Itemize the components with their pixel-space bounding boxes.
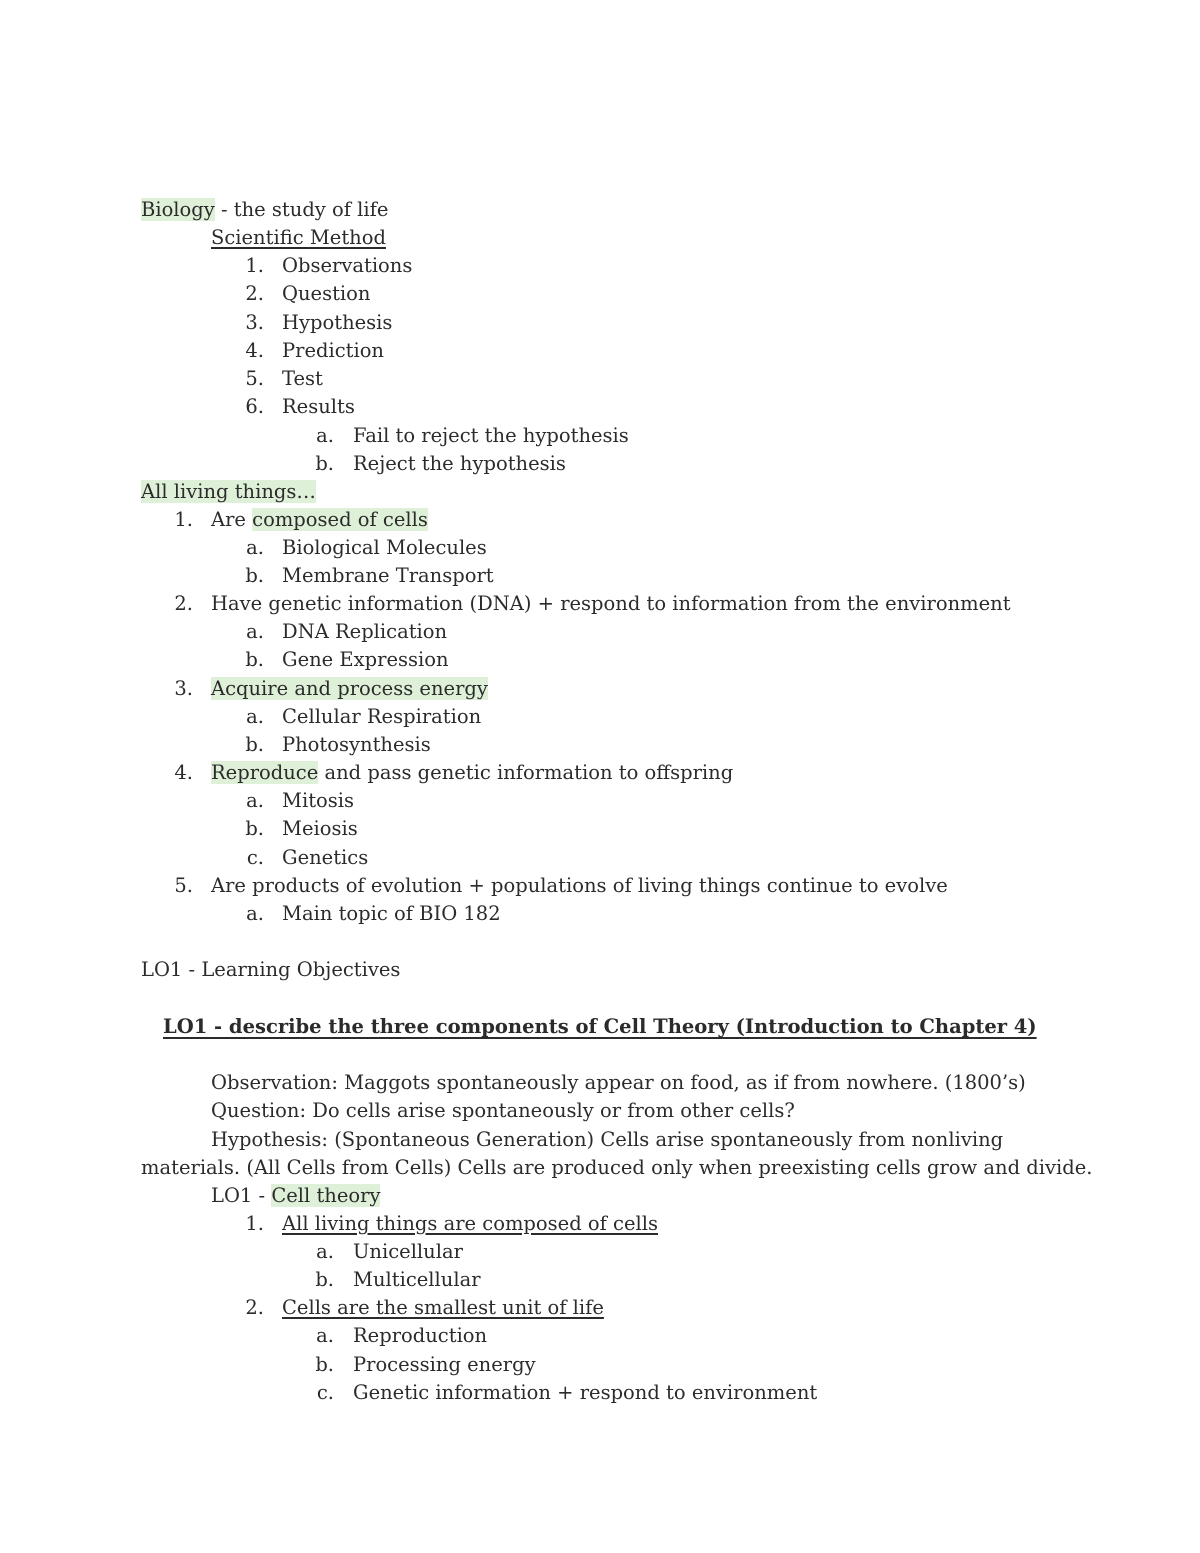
list-item: Membrane Transport [282, 564, 494, 587]
list-item: Observations [282, 254, 413, 277]
item-highlight: Reproduce [211, 761, 319, 784]
list-marker: b. [245, 733, 264, 756]
list-item: Unicellular [353, 1240, 463, 1263]
cell-theory-heading [211, 1182, 380, 1210]
biology-definition-line [141, 196, 388, 224]
list-item: Genetics [282, 846, 369, 869]
list-item: Cellular Respiration [282, 705, 482, 728]
hypothesis-line-continued: materials. (All Cells from Cells) Cells are produced only when preexisting cells grow and divide. [141, 1156, 1093, 1179]
observation-line: Observation: Maggots spontaneously appear on food, as if from nowhere. (1800’s) [211, 1071, 1026, 1094]
list-marker: 3. [174, 677, 193, 700]
list-marker: 1. [174, 508, 193, 531]
question-line: Question: Do cells arise spontaneously or from other cells? [211, 1099, 795, 1122]
list-item: Reproduction [353, 1324, 488, 1347]
list-item: Hypothesis [282, 311, 393, 334]
list-item: Gene Expression [282, 648, 449, 671]
scientific-method-heading: Scientific Method [211, 226, 386, 249]
list-item: Multicellular [353, 1268, 481, 1291]
lo-line: LO1 - Learning Objectives [141, 958, 401, 981]
list-item: Meiosis [282, 817, 358, 840]
list-marker: 1. [245, 1212, 264, 1235]
list-item: Prediction [282, 339, 384, 362]
list-item: Are products of evolution + populations of living things continue to evolve [211, 874, 948, 897]
biology-term: Biology [141, 198, 215, 221]
list-marker: a. [246, 902, 264, 925]
list-marker: a. [316, 1240, 334, 1263]
list-marker: b. [315, 1268, 334, 1291]
list-marker: 5. [174, 874, 193, 897]
list-marker: 3. [245, 311, 264, 334]
list-marker: 6. [245, 395, 264, 418]
list-item: Mitosis [282, 789, 355, 812]
list-item [211, 506, 428, 534]
list-item [211, 759, 733, 787]
list-marker: a. [316, 1324, 334, 1347]
list-marker: 4. [174, 761, 193, 784]
list-item [211, 675, 488, 703]
list-marker: a. [246, 789, 264, 812]
list-item: Have genetic information (DNA) + respond to information from the environment [211, 592, 1011, 615]
list-marker: 4. [245, 339, 264, 362]
list-marker: a. [316, 424, 334, 447]
hypothesis-line: Hypothesis: (Spontaneous Generation) Cells arise spontaneously from nonliving [211, 1128, 1004, 1151]
list-item: Test [282, 367, 323, 390]
list-item: Results [282, 395, 355, 418]
list-marker: 5. [245, 367, 264, 390]
list-marker: 2. [245, 282, 264, 305]
list-marker: b. [315, 1353, 334, 1376]
list-marker: 2. [174, 592, 193, 615]
list-marker: a. [246, 705, 264, 728]
living-things-heading-text: All living things… [141, 480, 316, 503]
item-text: and pass genetic information to offspring [318, 761, 734, 784]
list-item: Genetic information + respond to environment [353, 1381, 818, 1404]
item-text: Are [211, 508, 253, 531]
list-item: All living things are composed of cells [282, 1212, 658, 1235]
list-item: Fail to reject the hypothesis [353, 424, 629, 447]
list-marker: a. [246, 536, 264, 559]
list-item: DNA Replication [282, 620, 448, 643]
biology-definition: - the study of life [214, 198, 389, 221]
cell-theory-highlight: Cell theory [271, 1184, 381, 1207]
list-item: Biological Molecules [282, 536, 487, 559]
list-marker: b. [315, 452, 334, 475]
list-marker: a. [246, 620, 264, 643]
list-item: Question [282, 282, 371, 305]
list-item: Cells are the smallest unit of life [282, 1296, 604, 1319]
lo1-heading: LO1 - describe the three components of Cell Theory (Introduction to Chapter 4) [163, 1015, 1037, 1038]
list-marker: 2. [245, 1296, 264, 1319]
list-marker: c. [246, 846, 264, 869]
list-item: Processing energy [353, 1353, 536, 1376]
list-item: Main topic of BIO 182 [282, 902, 501, 925]
item-highlight: Acquire and process energy [211, 677, 488, 700]
list-item: Reject the hypothesis [353, 452, 566, 475]
list-marker: b. [245, 564, 264, 587]
living-things-heading [141, 478, 316, 506]
item-highlight: composed of cells [252, 508, 428, 531]
list-marker: b. [245, 648, 264, 671]
list-item: Photosynthesis [282, 733, 431, 756]
cell-theory-prefix: LO1 - [211, 1184, 272, 1207]
list-marker: 1. [245, 254, 264, 277]
list-marker: b. [245, 817, 264, 840]
list-marker: c. [316, 1381, 334, 1404]
